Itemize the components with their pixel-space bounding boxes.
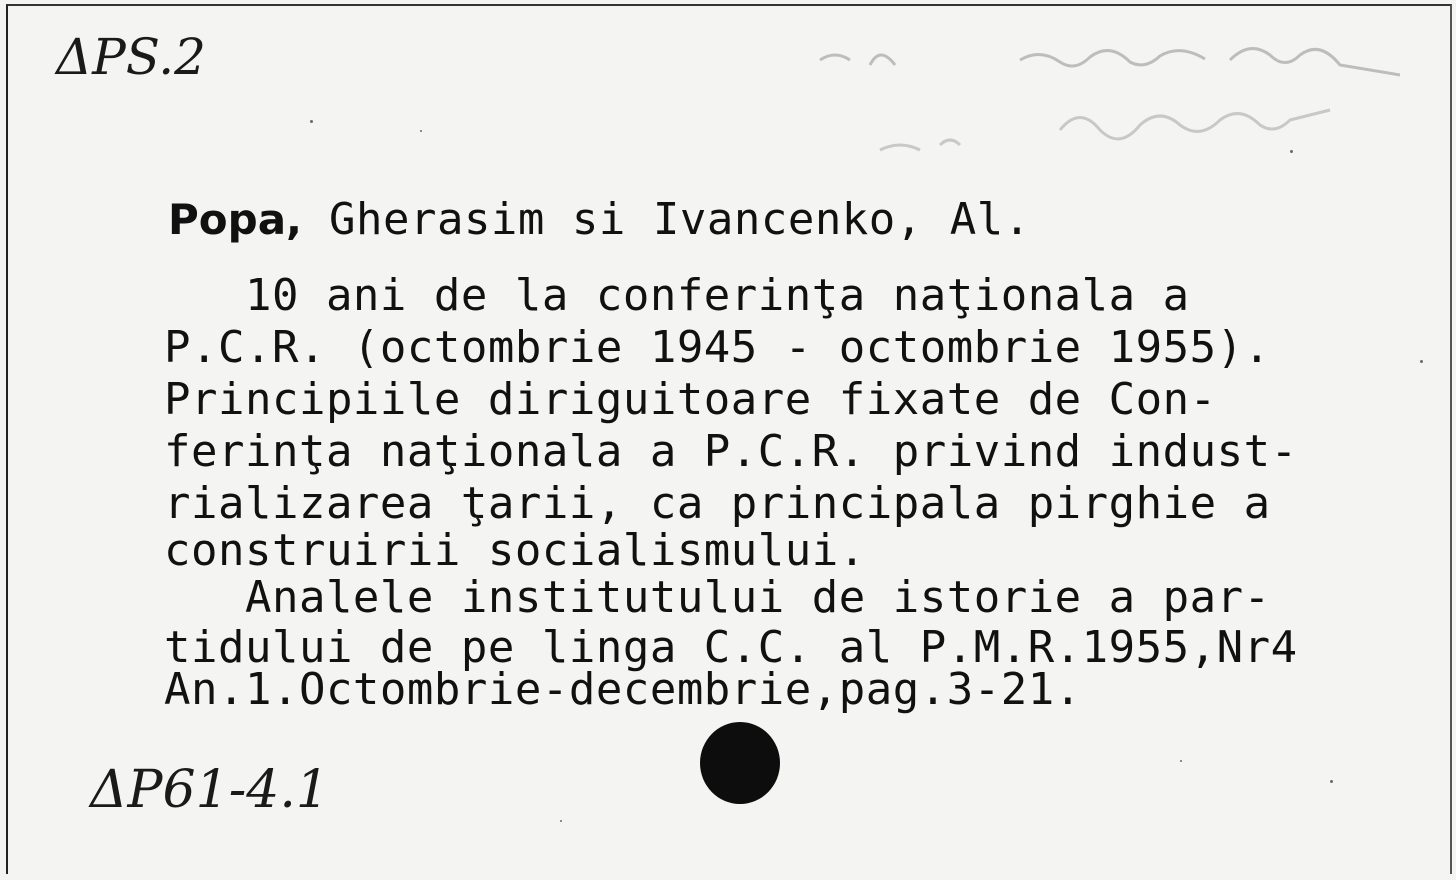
speck <box>1420 360 1423 363</box>
author-rest: Gherasim si Ivancenko, Al. <box>302 194 1031 245</box>
title-line: ferinţa naţionala a P.C.R. privind indust- <box>164 426 1298 477</box>
speck <box>310 120 313 123</box>
source-line: Analele institutului de istorie a par- <box>164 572 1271 623</box>
source-line: An.1.Octombrie-decembrie,pag.3-21. <box>164 664 1082 715</box>
speck <box>420 130 422 132</box>
speck <box>1180 760 1182 762</box>
call-number-bottom: ΔP61-4.1 <box>90 760 329 820</box>
call-number-top: ΔPS.2 <box>56 28 206 86</box>
author-surname: Popa, <box>168 195 302 244</box>
speck <box>560 820 562 822</box>
title-line: P.C.R. (octombrie 1945 - octombrie 1955). <box>164 322 1271 373</box>
title-line: construirii socialismului. <box>164 525 866 576</box>
author-line <box>168 194 1031 245</box>
faint-handwriting-mark <box>800 30 1440 180</box>
source-line: tidului de pe linga C.C. al P.M.R.1955,Nr4 <box>164 622 1298 673</box>
title-line: rializarea ţarii, ca principala pirghie a <box>164 478 1271 529</box>
punch-hole <box>700 722 780 804</box>
speck <box>1330 780 1333 783</box>
title-line: Principiile diriguitoare fixate de Con- <box>164 374 1217 425</box>
title-line: 10 ani de la conferinţa naţionala a <box>164 270 1190 321</box>
